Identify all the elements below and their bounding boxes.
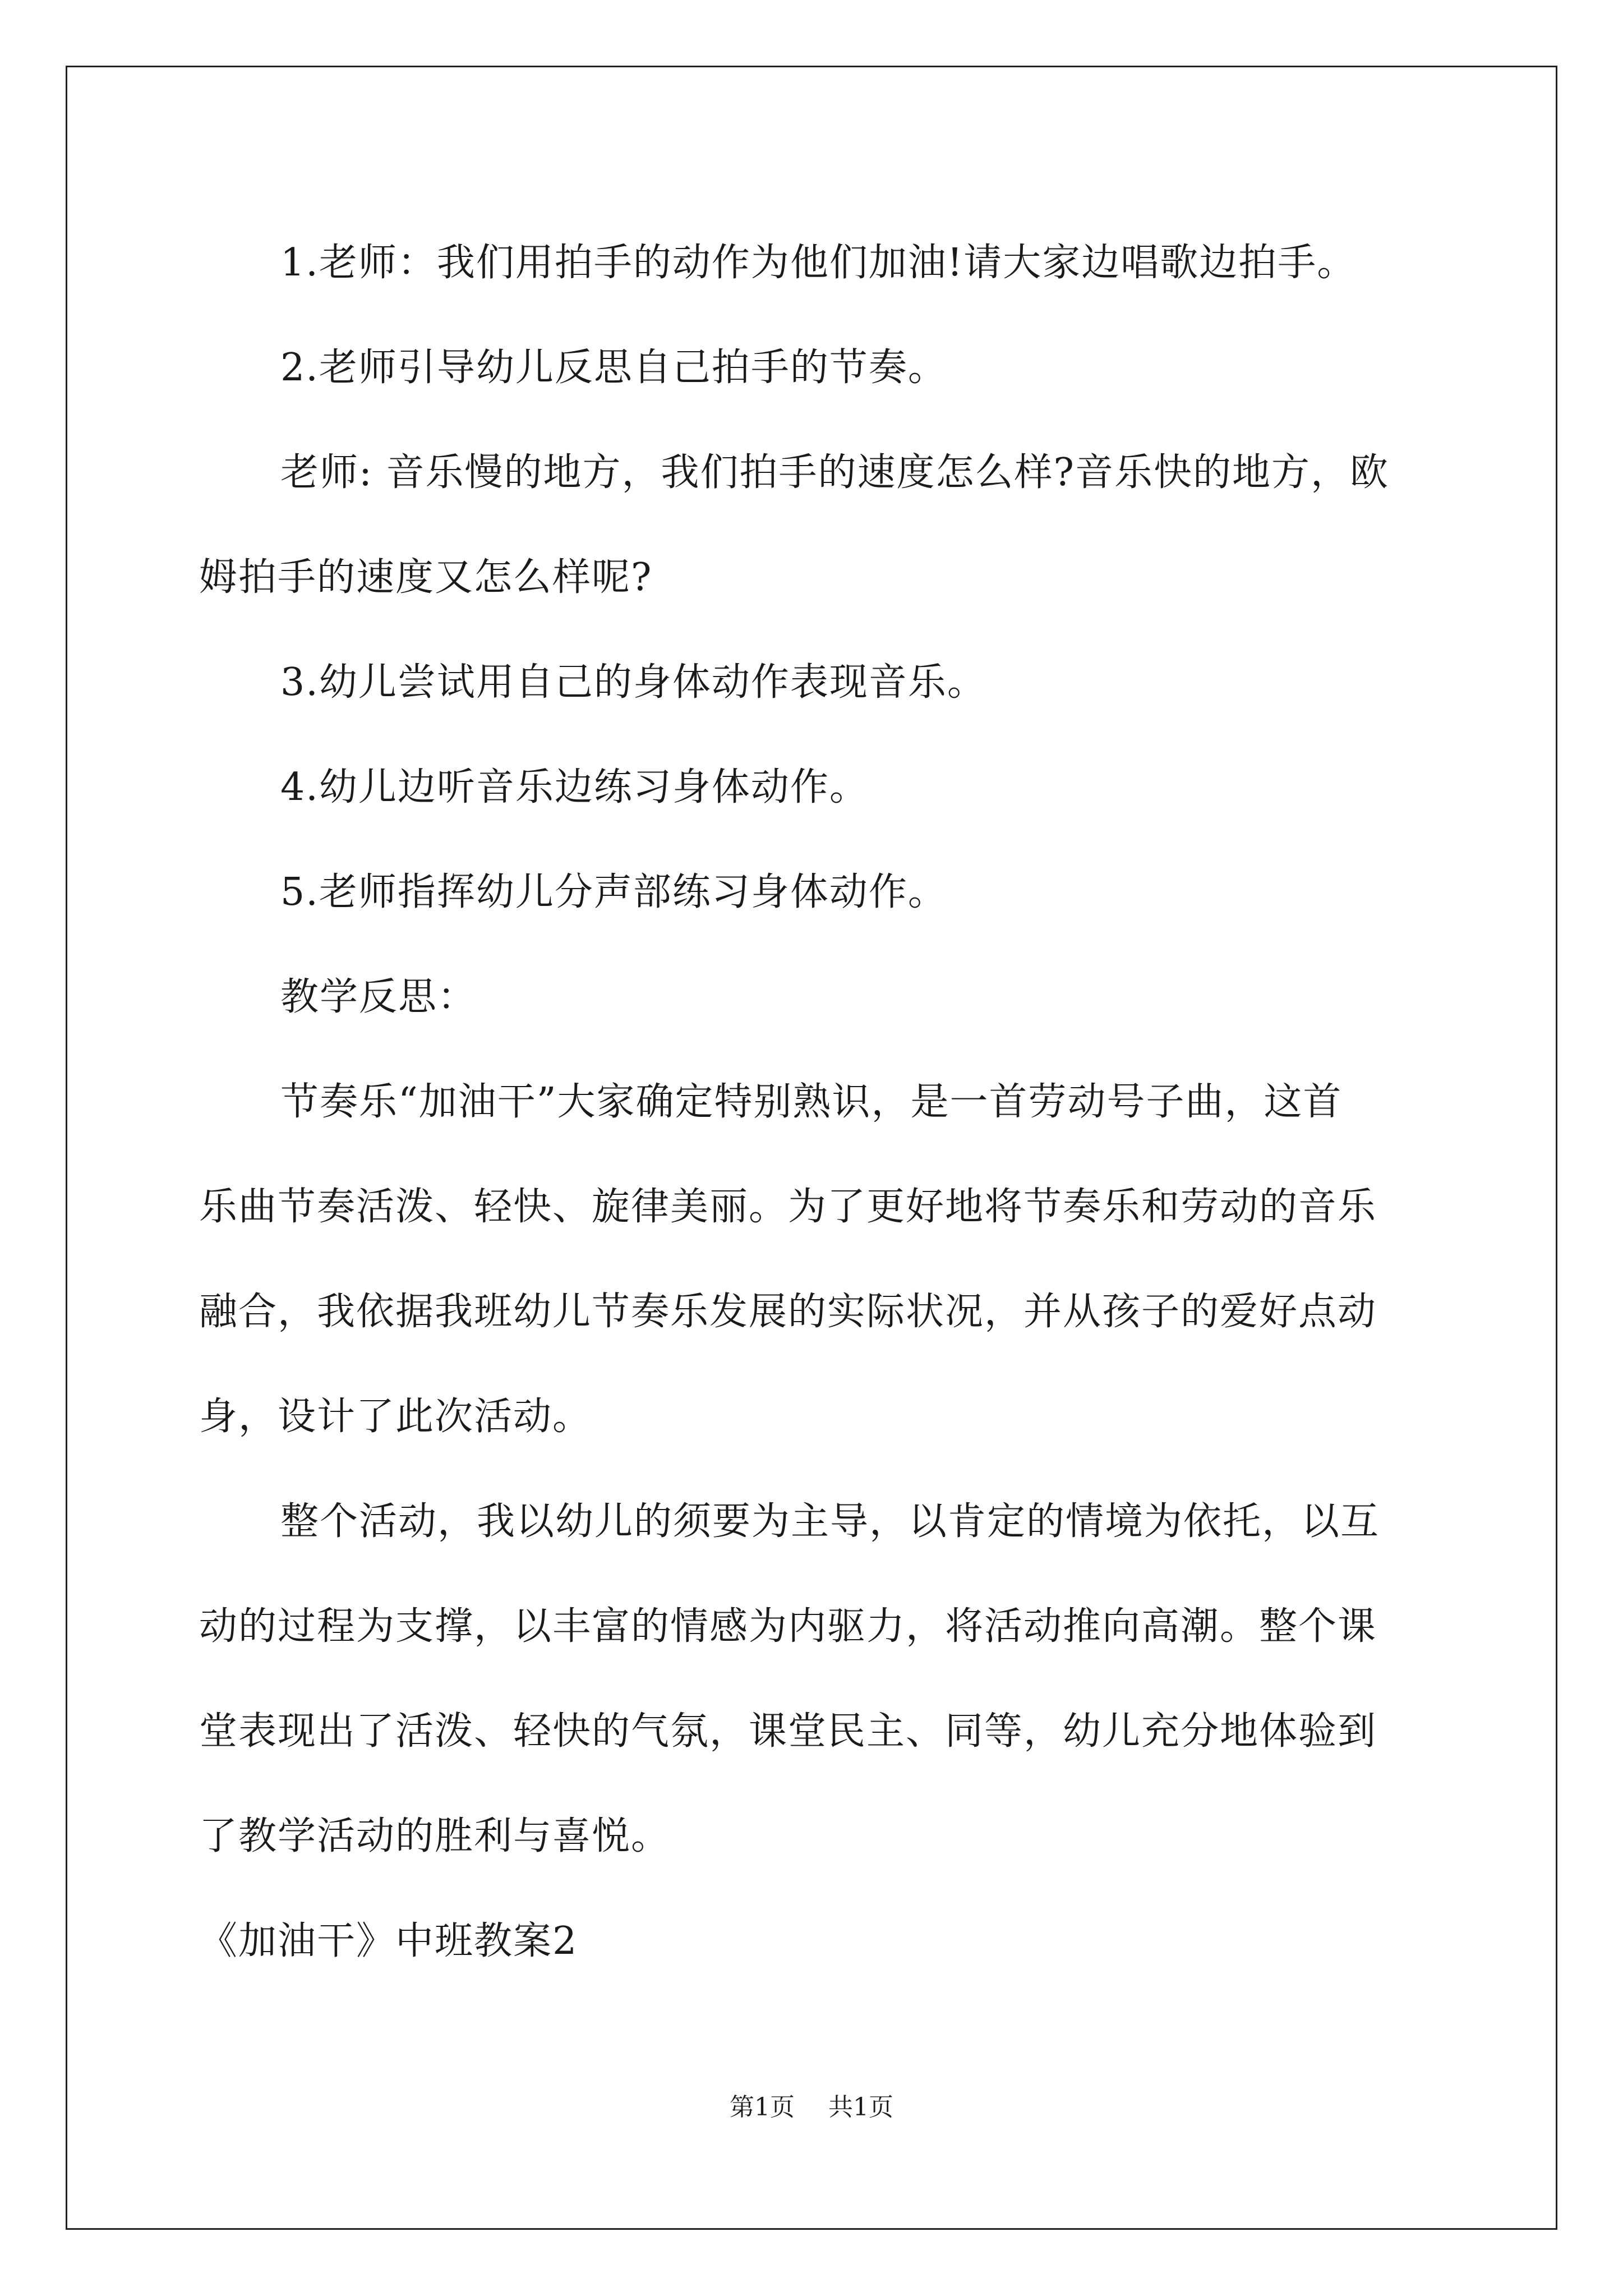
text-line: 身，设计了此次活动。 [199,1395,592,1439]
page-number-current: 第1页 [730,2093,795,2122]
text-line: 3.幼儿尝试用自己的身体动作表现音乐。 [280,660,986,705]
paragraph-6 [199,840,1433,945]
section-heading: 《加油干》中班教案2 [199,1919,578,1963]
text-line: 姆拍手的速度又怎么样呢? [199,555,653,600]
text-line: 2.老师引导幼儿反思自己拍手的节奏。 [280,346,947,390]
paragraph-8 [199,1050,1433,1469]
paragraph-1 [199,210,1433,315]
text-line: 融合，我依据我班幼儿节奏乐发展的实际状况，并从孩子的爱好点动 [199,1290,1377,1334]
document-body [199,210,1433,1994]
text-line: 乐曲节奏活泼、轻快、旋律美丽。为了更好地将节奏乐和劳动的音乐 [199,1185,1377,1229]
page-footer [0,2087,1623,2123]
text-line: 整个活动，我以幼儿的须要为主导，以肯定的情境为依托，以互 [280,1499,1380,1544]
paragraph-5 [199,735,1433,840]
text-line: 5.老师指挥幼儿分声部练习身体动作。 [280,870,947,914]
paragraph-3 [199,420,1433,630]
text-line: 1.老师：我们用拍手的动作为他们加油!请大家边唱歌边拍手。 [280,241,1357,285]
text-line: 节奏乐“加油干”大家确定特别熟识，是一首劳动号子曲，这首 [280,1080,1343,1124]
text-line: 4.幼儿边听音乐边练习身体动作。 [280,765,869,809]
text-line: 老师: 音乐慢的地方，我们拍手的速度怎么样?音乐快的地方，欧 [280,450,1389,495]
page-number-total: 共1页 [828,2093,893,2122]
paragraph-4 [199,630,1433,735]
text-line: 堂表现出了活泼、轻快的气氛，课堂民主、同等，幼儿充分地体验到 [199,1709,1377,1754]
text-line: 动的过程为支撑，以丰富的情感为内驱力，将活动推向高潮。整个课 [199,1604,1377,1649]
paragraph-2 [199,315,1433,420]
paragraph-7 [199,945,1433,1050]
text-line: 教学反思： [280,975,477,1019]
text-line: 了教学活动的胜利与喜悦。 [199,1814,671,1858]
paragraph-9 [199,1469,1433,1889]
